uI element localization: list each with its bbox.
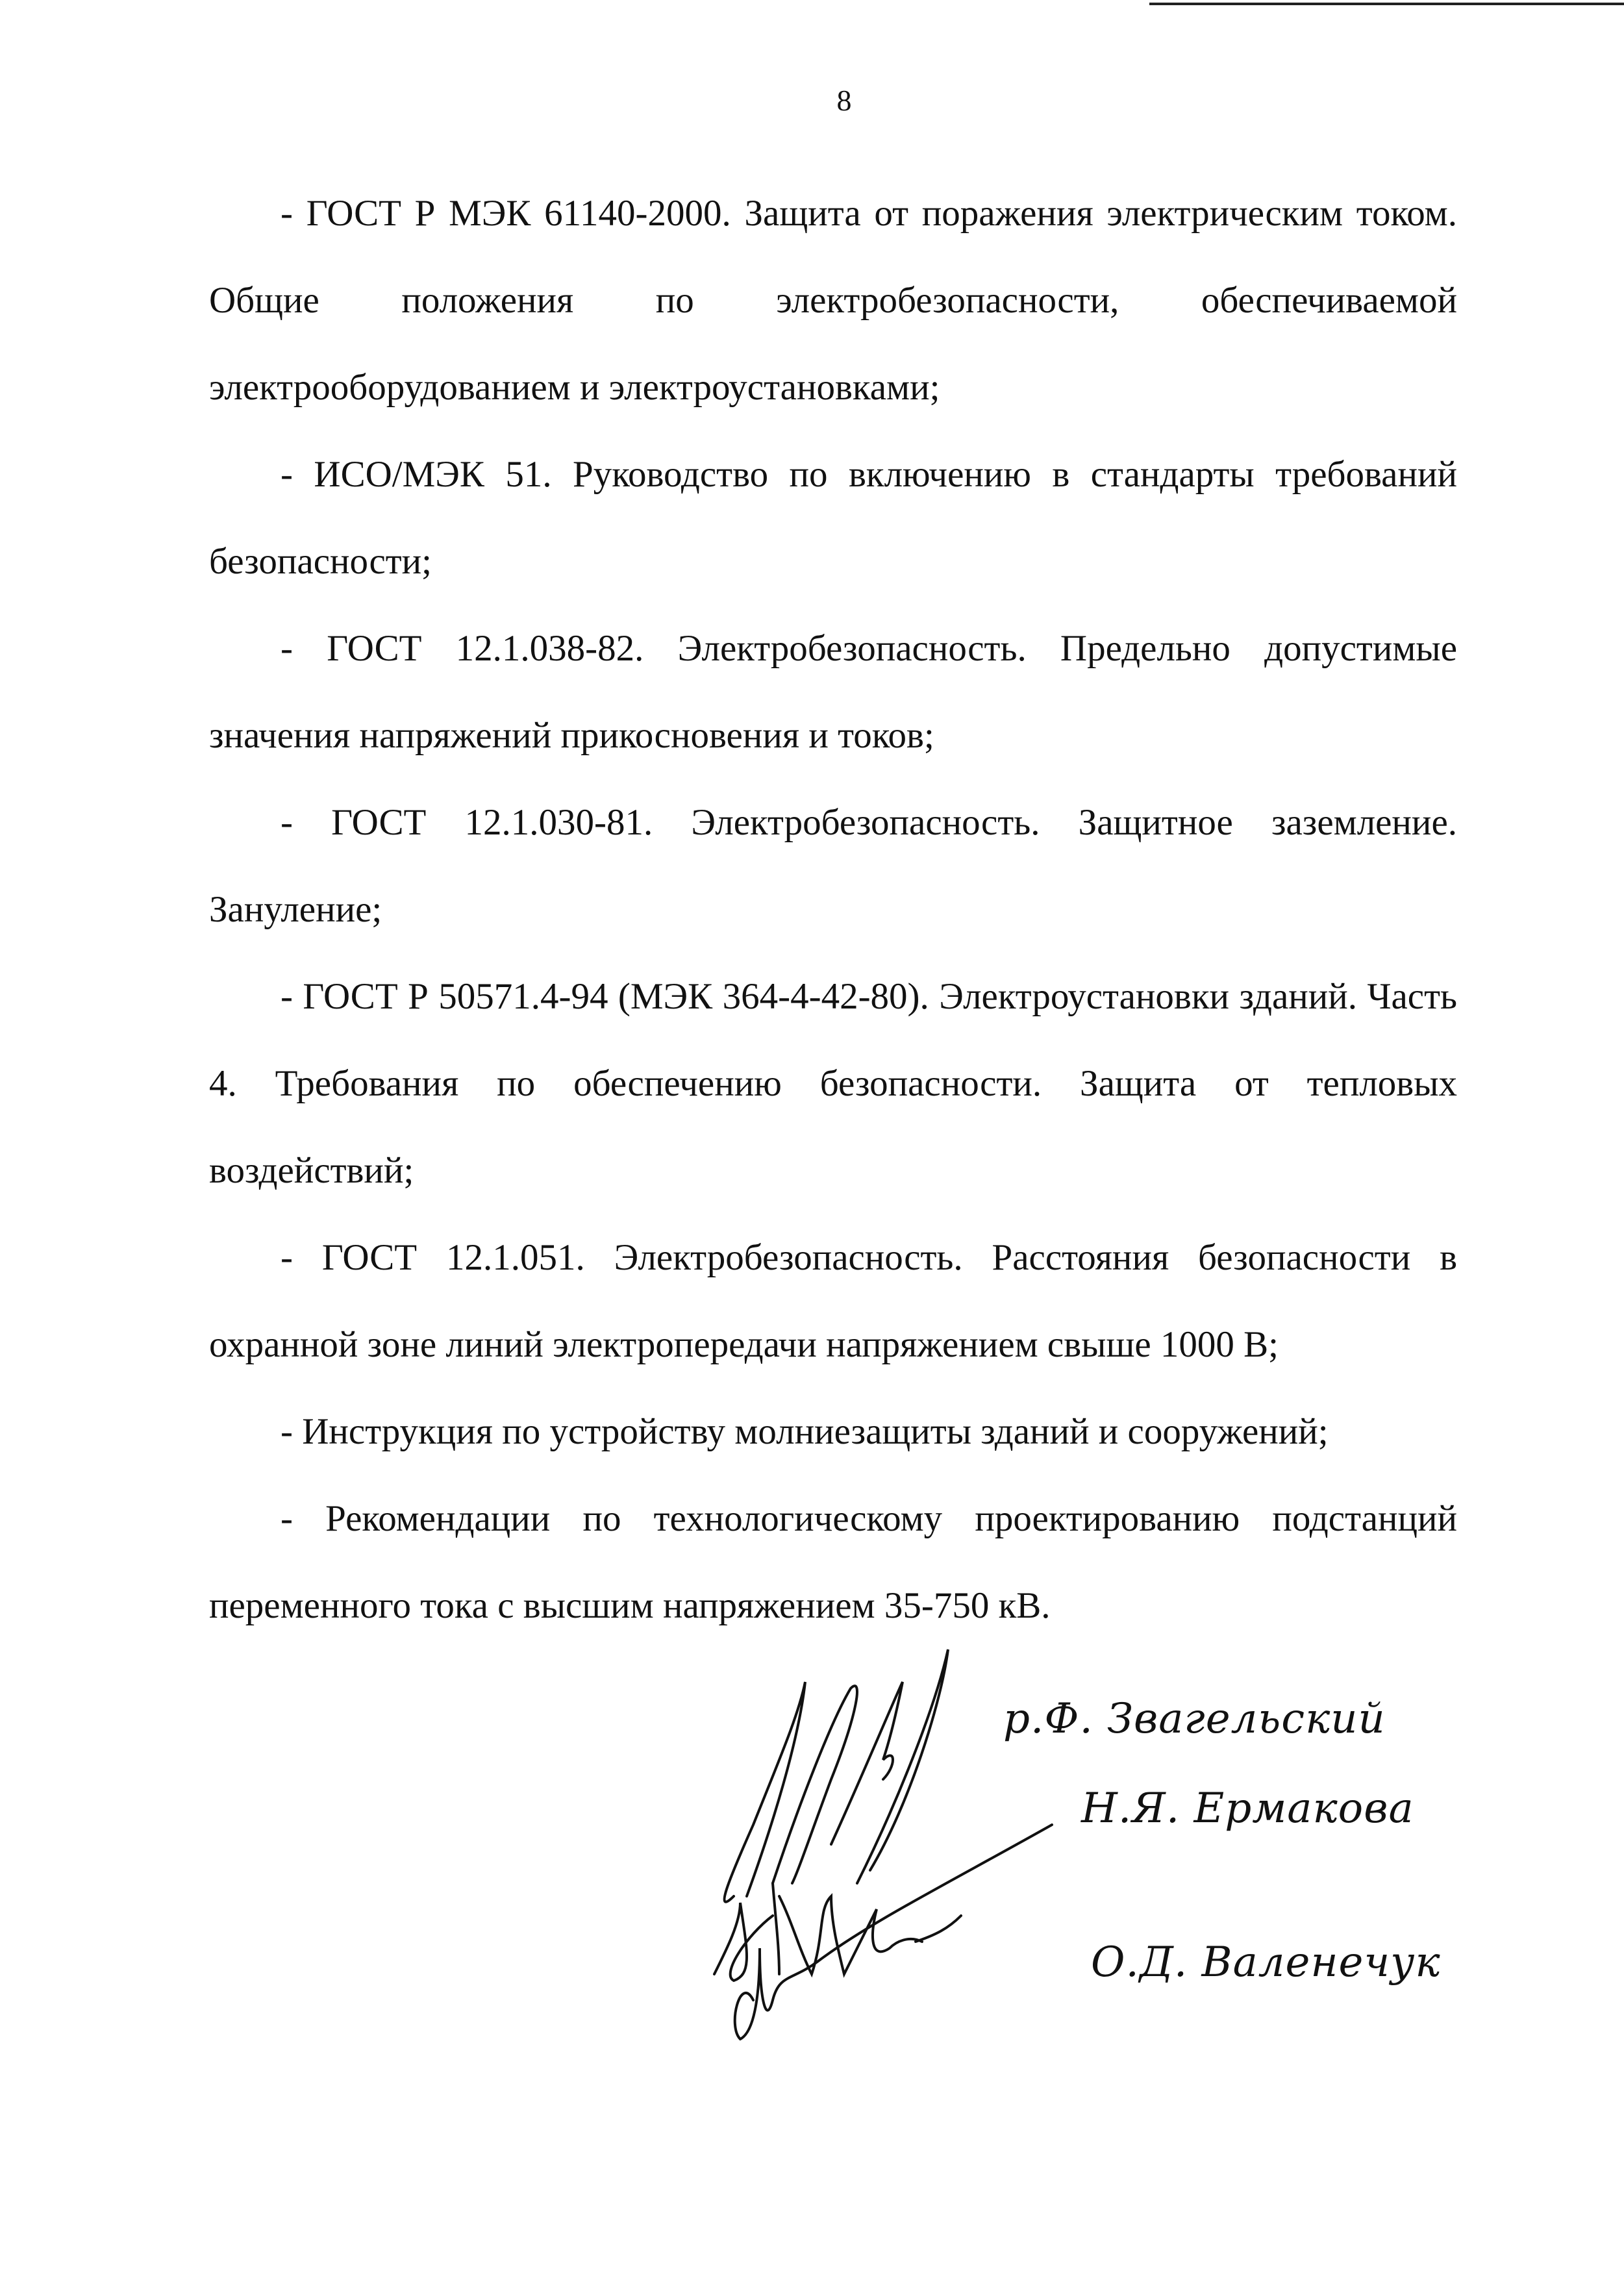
document-body (209, 170, 1457, 1649)
handwritten-signatures (701, 1610, 1091, 2052)
reference-item: - ИСО/МЭК 51. Руководство по включению в стандарты требований безопасности; (209, 454, 1457, 582)
reference-item: - ГОСТ 12.1.038-82. Электробезопасность. Предельно допустимые значения напряжений прикосновения и токов; (209, 628, 1457, 756)
reference-item: - ГОСТ 12.1.030-81. Электробезопасность. Защитное заземление. Зануление; (209, 802, 1457, 930)
reference-item: - ГОСТ 12.1.051. Электробезопасность. Расстояния безопасности в охранной зоне линий электропередачи напряжением свыше 1000 В; (209, 1237, 1457, 1365)
scan-edge-line (1149, 3, 1624, 5)
signatory-name: р.Ф. Звагельский (1003, 1695, 1386, 1743)
reference-item: - ГОСТ Р МЭК 61140-2000. Защита от поражения электрическим током. Общие положения по электробезопасности, обеспечиваемой электрооборудованием и электроустановками; (209, 193, 1457, 408)
signature-1 (725, 1649, 948, 1902)
signatory-name: О.Д. Валенечук (1091, 1938, 1441, 1986)
signature-2 (714, 1883, 961, 1981)
reference-item: - Инструкция по устройству молниезащиты зданий и сооружений; (281, 1411, 1329, 1452)
reference-item: - ГОСТ Р 50571.4-94 (МЭК 364-4-42-80). Электроустановки зданий. Часть 4. Требования по обеспечению безопасности. Защита от тепловых воздействий; (209, 976, 1457, 1191)
signatory-name: Н.Я. Ермакова (1081, 1785, 1414, 1833)
reference-item: - Рекомендации по технологическому проектированию подстанций переменного тока с высшим напряжением 35-750 кВ. (209, 1498, 1457, 1626)
page-number: 8 (836, 84, 852, 117)
